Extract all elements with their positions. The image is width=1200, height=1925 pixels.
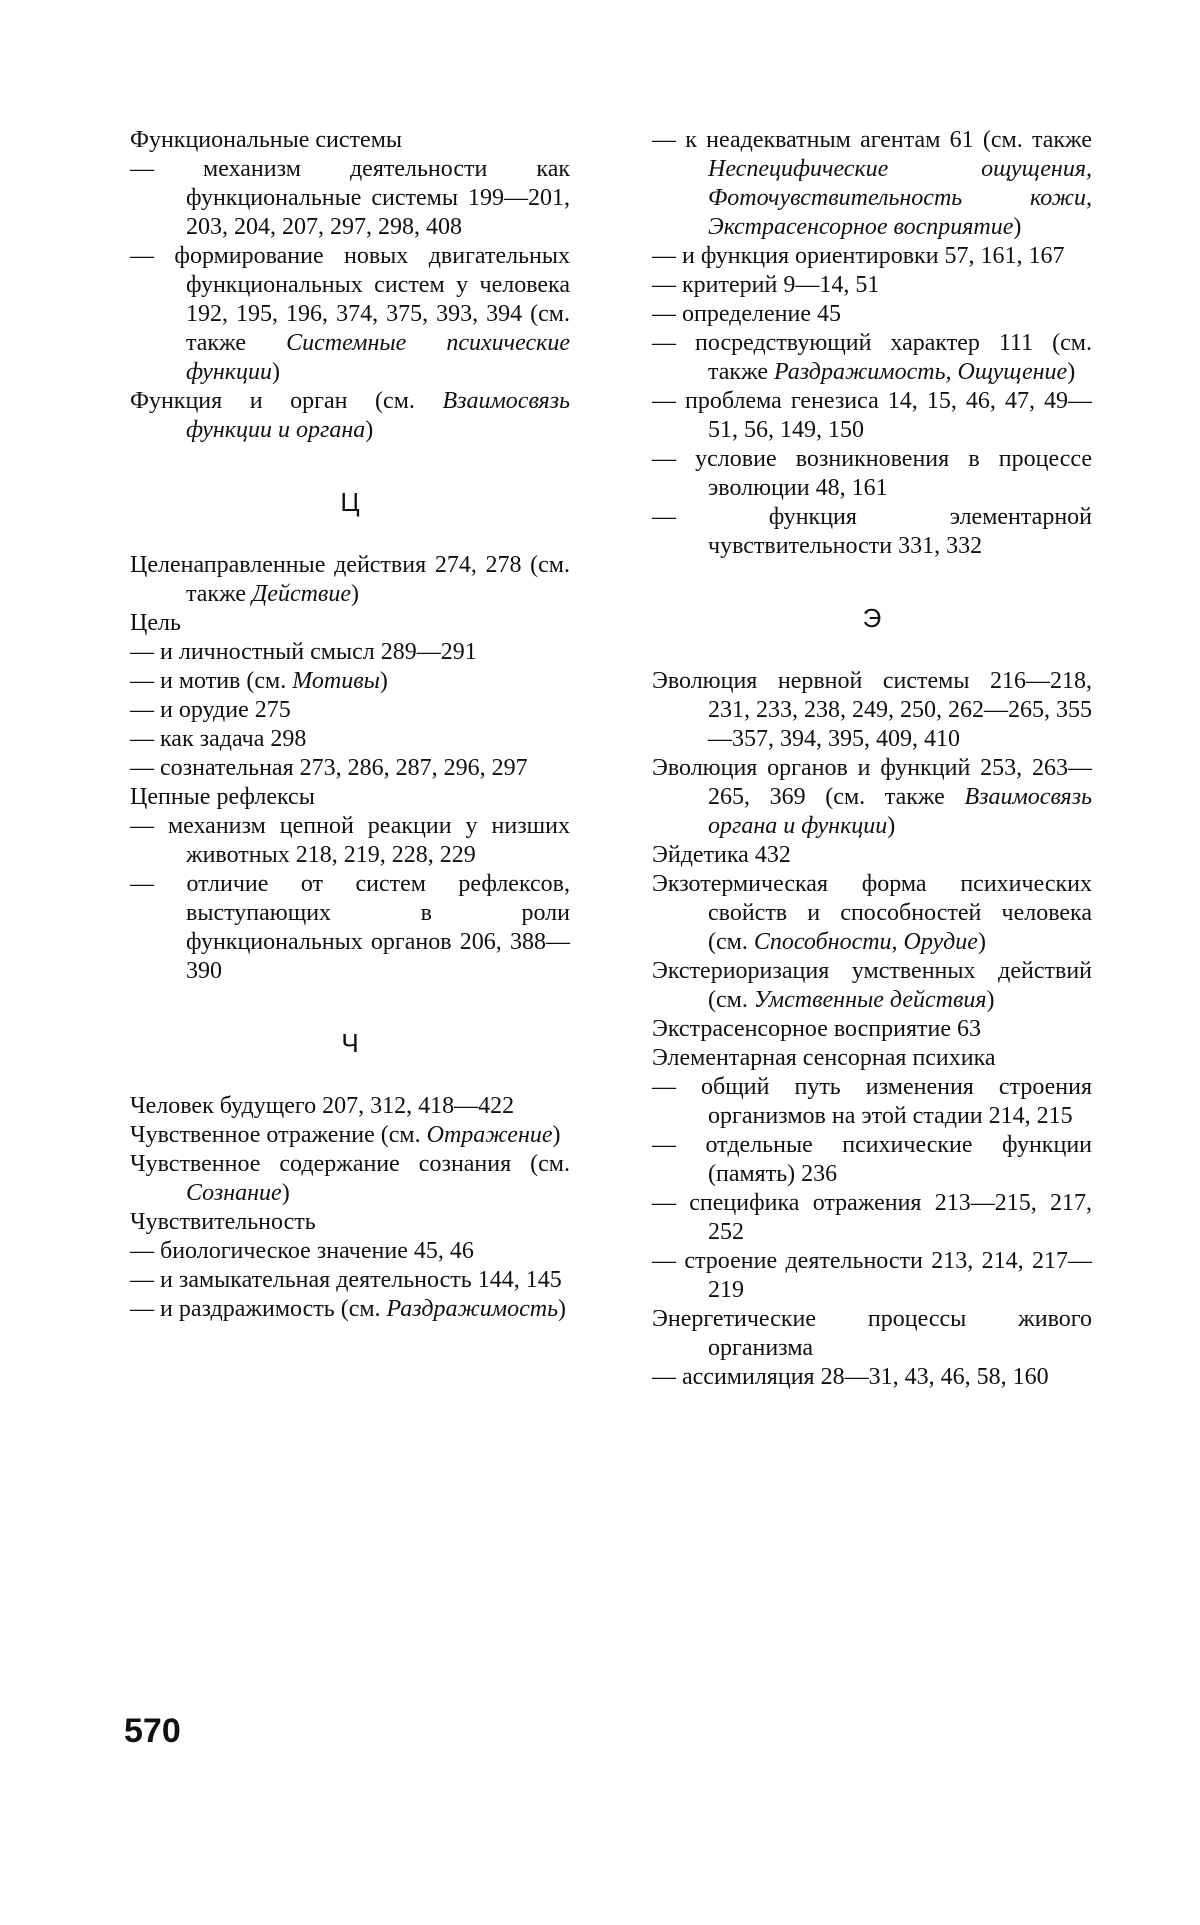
entry-text: — сознательная 273, 286, 287, 296, 297	[130, 755, 528, 781]
index-subentry	[652, 329, 1092, 387]
page-number: 570	[124, 1712, 181, 1750]
cross-reference: Взаимосвязь органа и функции	[708, 784, 1092, 839]
cross-reference: Неспецифические ощущения, Фоточувствительность кожи, Экстрасенсорное восприятие	[708, 156, 1092, 240]
entry-text: Чувствительность	[130, 1209, 316, 1235]
entry-text: )	[281, 1180, 290, 1206]
cross-reference: Раздражимость	[386, 1296, 559, 1322]
entry-text: )	[1067, 359, 1076, 385]
entry-text: )	[351, 581, 359, 607]
entry-text: Эйдетика 432	[652, 842, 791, 868]
index-subentry	[652, 126, 1092, 242]
cross-reference: Умственные действия	[753, 987, 987, 1013]
entry-text: — биологическое значение 45, 46	[130, 1238, 474, 1264]
entry-text: Экстрасенсорное восприятие 63	[652, 1016, 982, 1042]
entry-text: — функция элементарной чувствительности 331, 332	[652, 504, 1092, 559]
entry-text: )	[558, 1296, 567, 1322]
index-subentry	[652, 1363, 1092, 1392]
cross-reference: Системные психические функции	[186, 330, 570, 385]
section-letter	[130, 1029, 570, 1058]
entry-text: — определение 45	[652, 301, 842, 327]
entry-text: — и орудие 275	[130, 697, 291, 723]
index-subentry	[130, 1266, 570, 1295]
index-subentry	[652, 1247, 1092, 1305]
entry-text: Э	[862, 603, 882, 633]
index-entry	[130, 1121, 570, 1150]
entry-text: Экстериоризация умственных действий (см.	[652, 958, 1092, 1013]
index-subentry	[130, 155, 570, 242]
entry-text: — специфика отражения 213—215, 217, 252	[652, 1190, 1092, 1245]
index-entry	[652, 667, 1092, 754]
index-entry	[652, 870, 1092, 957]
cross-reference: Отражение	[426, 1122, 553, 1148]
section-letter	[130, 488, 570, 517]
entry-text: Ц	[340, 487, 360, 517]
index-subentry	[652, 1189, 1092, 1247]
index-subentry	[130, 1237, 570, 1266]
entry-text: )	[552, 1122, 561, 1148]
entry-text: Целенаправленные действия 274, 278 (см. также	[130, 552, 570, 607]
entry-text: Элементарная сенсорная психика	[652, 1045, 996, 1071]
index-entry	[652, 1044, 1092, 1073]
entry-text: )	[272, 359, 281, 385]
index-entry	[652, 754, 1092, 841]
index-subentry	[652, 503, 1092, 561]
entry-text: )	[379, 668, 388, 694]
entry-text: — критерий 9—14, 51	[652, 272, 880, 298]
entry-text: — проблема генезиса 14, 15, 46, 47, 49—51, 56, 149, 150	[652, 388, 1092, 443]
entry-text: Цепные рефлексы	[130, 784, 315, 810]
entry-text: )	[986, 987, 995, 1013]
cross-reference: Мотивы	[292, 668, 380, 694]
entry-text: — формирование новых двигательных функциональных систем у человека 192, 195, 196, 374, 375, 393, 394 (см. также	[130, 243, 570, 356]
entry-text: — посредствующий характер 111 (см. также	[652, 330, 1092, 385]
entry-text: Ч	[341, 1028, 359, 1058]
cross-reference: Взаимосвязь функции и органа	[186, 388, 570, 443]
entry-text: Функциональные системы	[130, 127, 403, 153]
index-entry	[652, 957, 1092, 1015]
index-entry	[130, 609, 570, 638]
entry-text: — механизм деятельности как функциональные системы 199—201, 203, 204, 207, 297, 298, 408	[130, 156, 570, 240]
entry-text: — и функция ориентировки 57, 161, 167	[652, 243, 1065, 269]
index-subentry	[130, 242, 570, 387]
entry-text: — строение деятельности 213, 214, 217—219	[652, 1248, 1092, 1303]
index-entry	[652, 1015, 1092, 1044]
index-entry	[130, 126, 570, 155]
entry-text: — как задача 298	[130, 726, 307, 752]
cross-reference: Сознание	[186, 1180, 282, 1206]
entry-text: — и мотив (см.	[130, 668, 293, 694]
index-subentry	[652, 1131, 1092, 1189]
entry-text: — отличие от систем рефлексов, выступающих в роли функциональных органов 206, 388—390	[130, 871, 570, 984]
index-entry	[130, 551, 570, 609]
entry-text: Экзотермическая форма психических свойств и способностей человека (см.	[652, 871, 1092, 955]
cross-reference: Действие	[252, 581, 351, 607]
index-subentry	[652, 242, 1092, 271]
index-subentry	[652, 271, 1092, 300]
index-subentry	[130, 696, 570, 725]
entry-text: )	[1013, 214, 1022, 240]
index-subentry	[130, 870, 570, 986]
index-entry	[130, 783, 570, 812]
section-letter	[652, 604, 1092, 633]
index-entry	[130, 1150, 570, 1208]
index-entry	[130, 387, 570, 445]
entry-text: )	[365, 417, 374, 443]
cross-reference: Способности, Орудие	[753, 929, 978, 955]
index-entry	[652, 841, 1092, 870]
entry-text: Эволюция нервной системы 216—218, 231, 233, 238, 249, 250, 262—265, 355—357, 394, 395, 409, 410	[652, 668, 1092, 752]
index-subentry	[130, 812, 570, 870]
entry-text: — условие возникновения в процессе эволюции 48, 161	[652, 446, 1092, 501]
entry-text: — к неадекватным агентам 61 (см. также	[652, 127, 1092, 153]
entry-text: Эволюция органов и функций 253, 263—265, 369 (см. также	[652, 755, 1092, 810]
entry-text: — отдельные психические функции (память) 236	[652, 1132, 1092, 1187]
index-subentry	[652, 300, 1092, 329]
index-subentry	[652, 387, 1092, 445]
index-entry	[130, 1092, 570, 1121]
entry-text: Энергетические процессы живого организма	[652, 1306, 1092, 1361]
index-subentry	[652, 445, 1092, 503]
index-subentry	[130, 754, 570, 783]
entry-text: — ассимиляция 28—31, 43, 46, 58, 160	[652, 1364, 1049, 1390]
entry-text: Чувственное отражение (см.	[130, 1122, 427, 1148]
index-column-right	[652, 126, 1092, 1392]
index-subentry	[130, 1295, 570, 1324]
entry-text: — и личностный смысл 289—291	[130, 639, 477, 665]
entry-text: )	[977, 929, 986, 955]
index-subentry	[130, 725, 570, 754]
index-entry	[652, 1305, 1092, 1363]
entry-text: Человек будущего 207, 312, 418—422	[130, 1093, 515, 1119]
cross-reference: Раздражимость, Ощущение	[774, 359, 1068, 385]
entry-text: Чувственное содержание сознания (см.	[130, 1151, 570, 1177]
entry-text: )	[887, 813, 896, 839]
index-subentry	[130, 667, 570, 696]
entry-text: — и раздражимость (см.	[130, 1296, 387, 1322]
entry-text: — механизм цепной реакции у низших животных 218, 219, 228, 229	[130, 813, 570, 868]
entry-text: — и замыкательная деятельность 144, 145	[130, 1267, 562, 1293]
entry-text: Функция и орган (см.	[130, 388, 443, 414]
entry-text: — общий путь изменения строения организмов на этой стадии 214, 215	[652, 1074, 1092, 1129]
entry-text: Цель	[130, 610, 181, 636]
index-subentry	[652, 1073, 1092, 1131]
index-subentry	[130, 638, 570, 667]
index-entry	[130, 1208, 570, 1237]
index-column-left	[130, 126, 570, 1324]
